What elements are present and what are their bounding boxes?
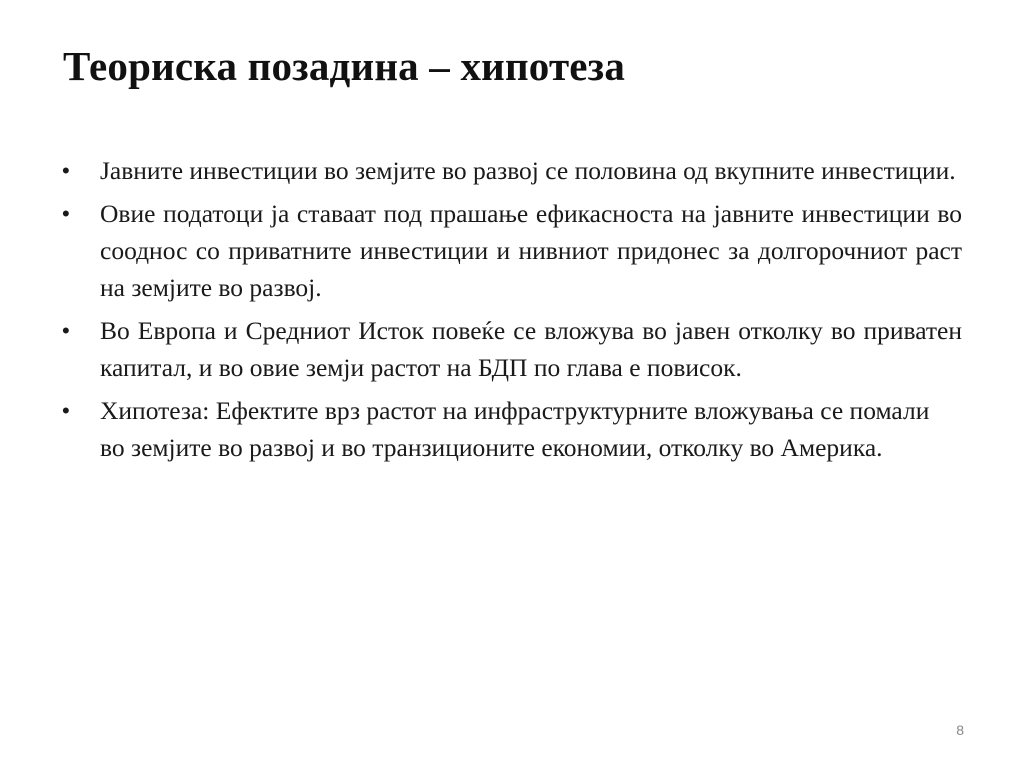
bullet-item: [62, 152, 962, 189]
bullet-icon: •: [62, 201, 70, 226]
bullet-list: [62, 152, 962, 472]
bullet-text: Овие податоци ја ставаат под прашање ефикасноста на јавните инвестиции во сооднос со приватните инвестиции и нивниот придонес за долгорочниот раст на земјите во развој.: [100, 199, 962, 302]
bullet-icon: •: [62, 318, 70, 343]
bullet-icon: •: [62, 398, 70, 423]
bullet-item: [62, 312, 962, 386]
bullet-item: [62, 392, 962, 466]
bullet-text: Хипотеза: Ефектите врз растот на инфраструктурните вложувања се помали во земјите во развој и во транзиционите економии, отколку во Америка.: [100, 396, 930, 462]
bullet-icon: •: [62, 158, 70, 183]
page-number: 8: [956, 722, 964, 738]
bullet-item: [62, 195, 962, 306]
bullet-text: Јавните инвестиции во земјите во развој се половина од вкупните инвестиции.: [100, 156, 956, 185]
slide-title: Теориска позадина – хипотеза: [63, 43, 626, 89]
bullet-text: Во Европа и Средниот Исток повеќе се вложува во јавен отколку во приватен капитал, и во овие земји растот на БДП по глава е повисок.: [100, 316, 962, 382]
